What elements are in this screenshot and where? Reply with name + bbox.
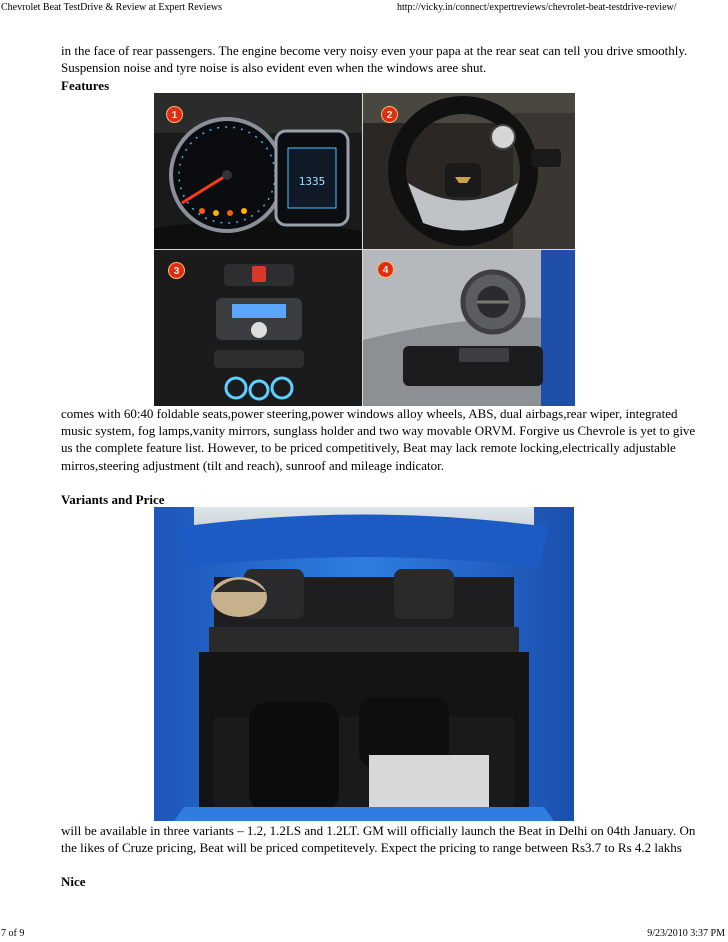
footer-page-number: 7 of 9 xyxy=(1,928,25,939)
air-vent-photo xyxy=(363,250,575,406)
steering-wheel-photo xyxy=(363,93,575,249)
collage-badge-1: 1 xyxy=(166,106,183,123)
collage-badge-3: 3 xyxy=(168,262,185,279)
collage-badge-4: 4 xyxy=(377,261,394,278)
nice-heading: Nice xyxy=(61,874,86,889)
features-heading: Features xyxy=(61,78,110,93)
features-paragraph: comes with 60:40 foldable seats,power steering,power windows alloy wheels, ABS, dual airbags,rear wiper, integrated music system, fog lamps,vanity mirrors, sunglass holder and two way movable ORVM. Forgive us Chevrole is yet to give us the complete feature list. However, to be priced competitively, Beat may lack remote locking,electrically adjustable mirros,steering adjustment (tilt and reach), sunroof and mileage indicator. xyxy=(61,406,696,473)
trunk-photo xyxy=(154,507,574,821)
header-url[interactable]: http://vicky.in/connect/expertreviews/chevrolet-beat-testdrive-review/ xyxy=(397,2,677,13)
center-console-photo xyxy=(154,250,362,406)
dash-readout: 1335 xyxy=(298,175,326,188)
instrument-cluster-photo xyxy=(154,93,362,249)
variants-paragraph: will be available in three variants – 1.2, 1.2LS and 1.2LT. GM will officially launch the Beat in Delhi on 04th January. On the likes of Cruze pricing, Beat will be priced competitevely. Expect the pricing to range between Rs3.7 to Rs 4.2 lakhs xyxy=(61,823,696,856)
collage-badge-2: 2 xyxy=(381,106,398,123)
intro-paragraph: in the face of rear passengers. The engine become very noisy even your papa at the rear seat can tell you drive smoothly. Suspension noise and tyre noise is also evident even when the windows aree shut. xyxy=(61,43,688,76)
header-page-title: Chevrolet Beat TestDrive & Review at Expert Reviews xyxy=(1,2,223,13)
features-photo-collage xyxy=(154,93,574,405)
footer-datetime: 9/23/2010 3:37 PM xyxy=(647,928,725,939)
variants-heading: Variants and Price xyxy=(61,492,165,507)
